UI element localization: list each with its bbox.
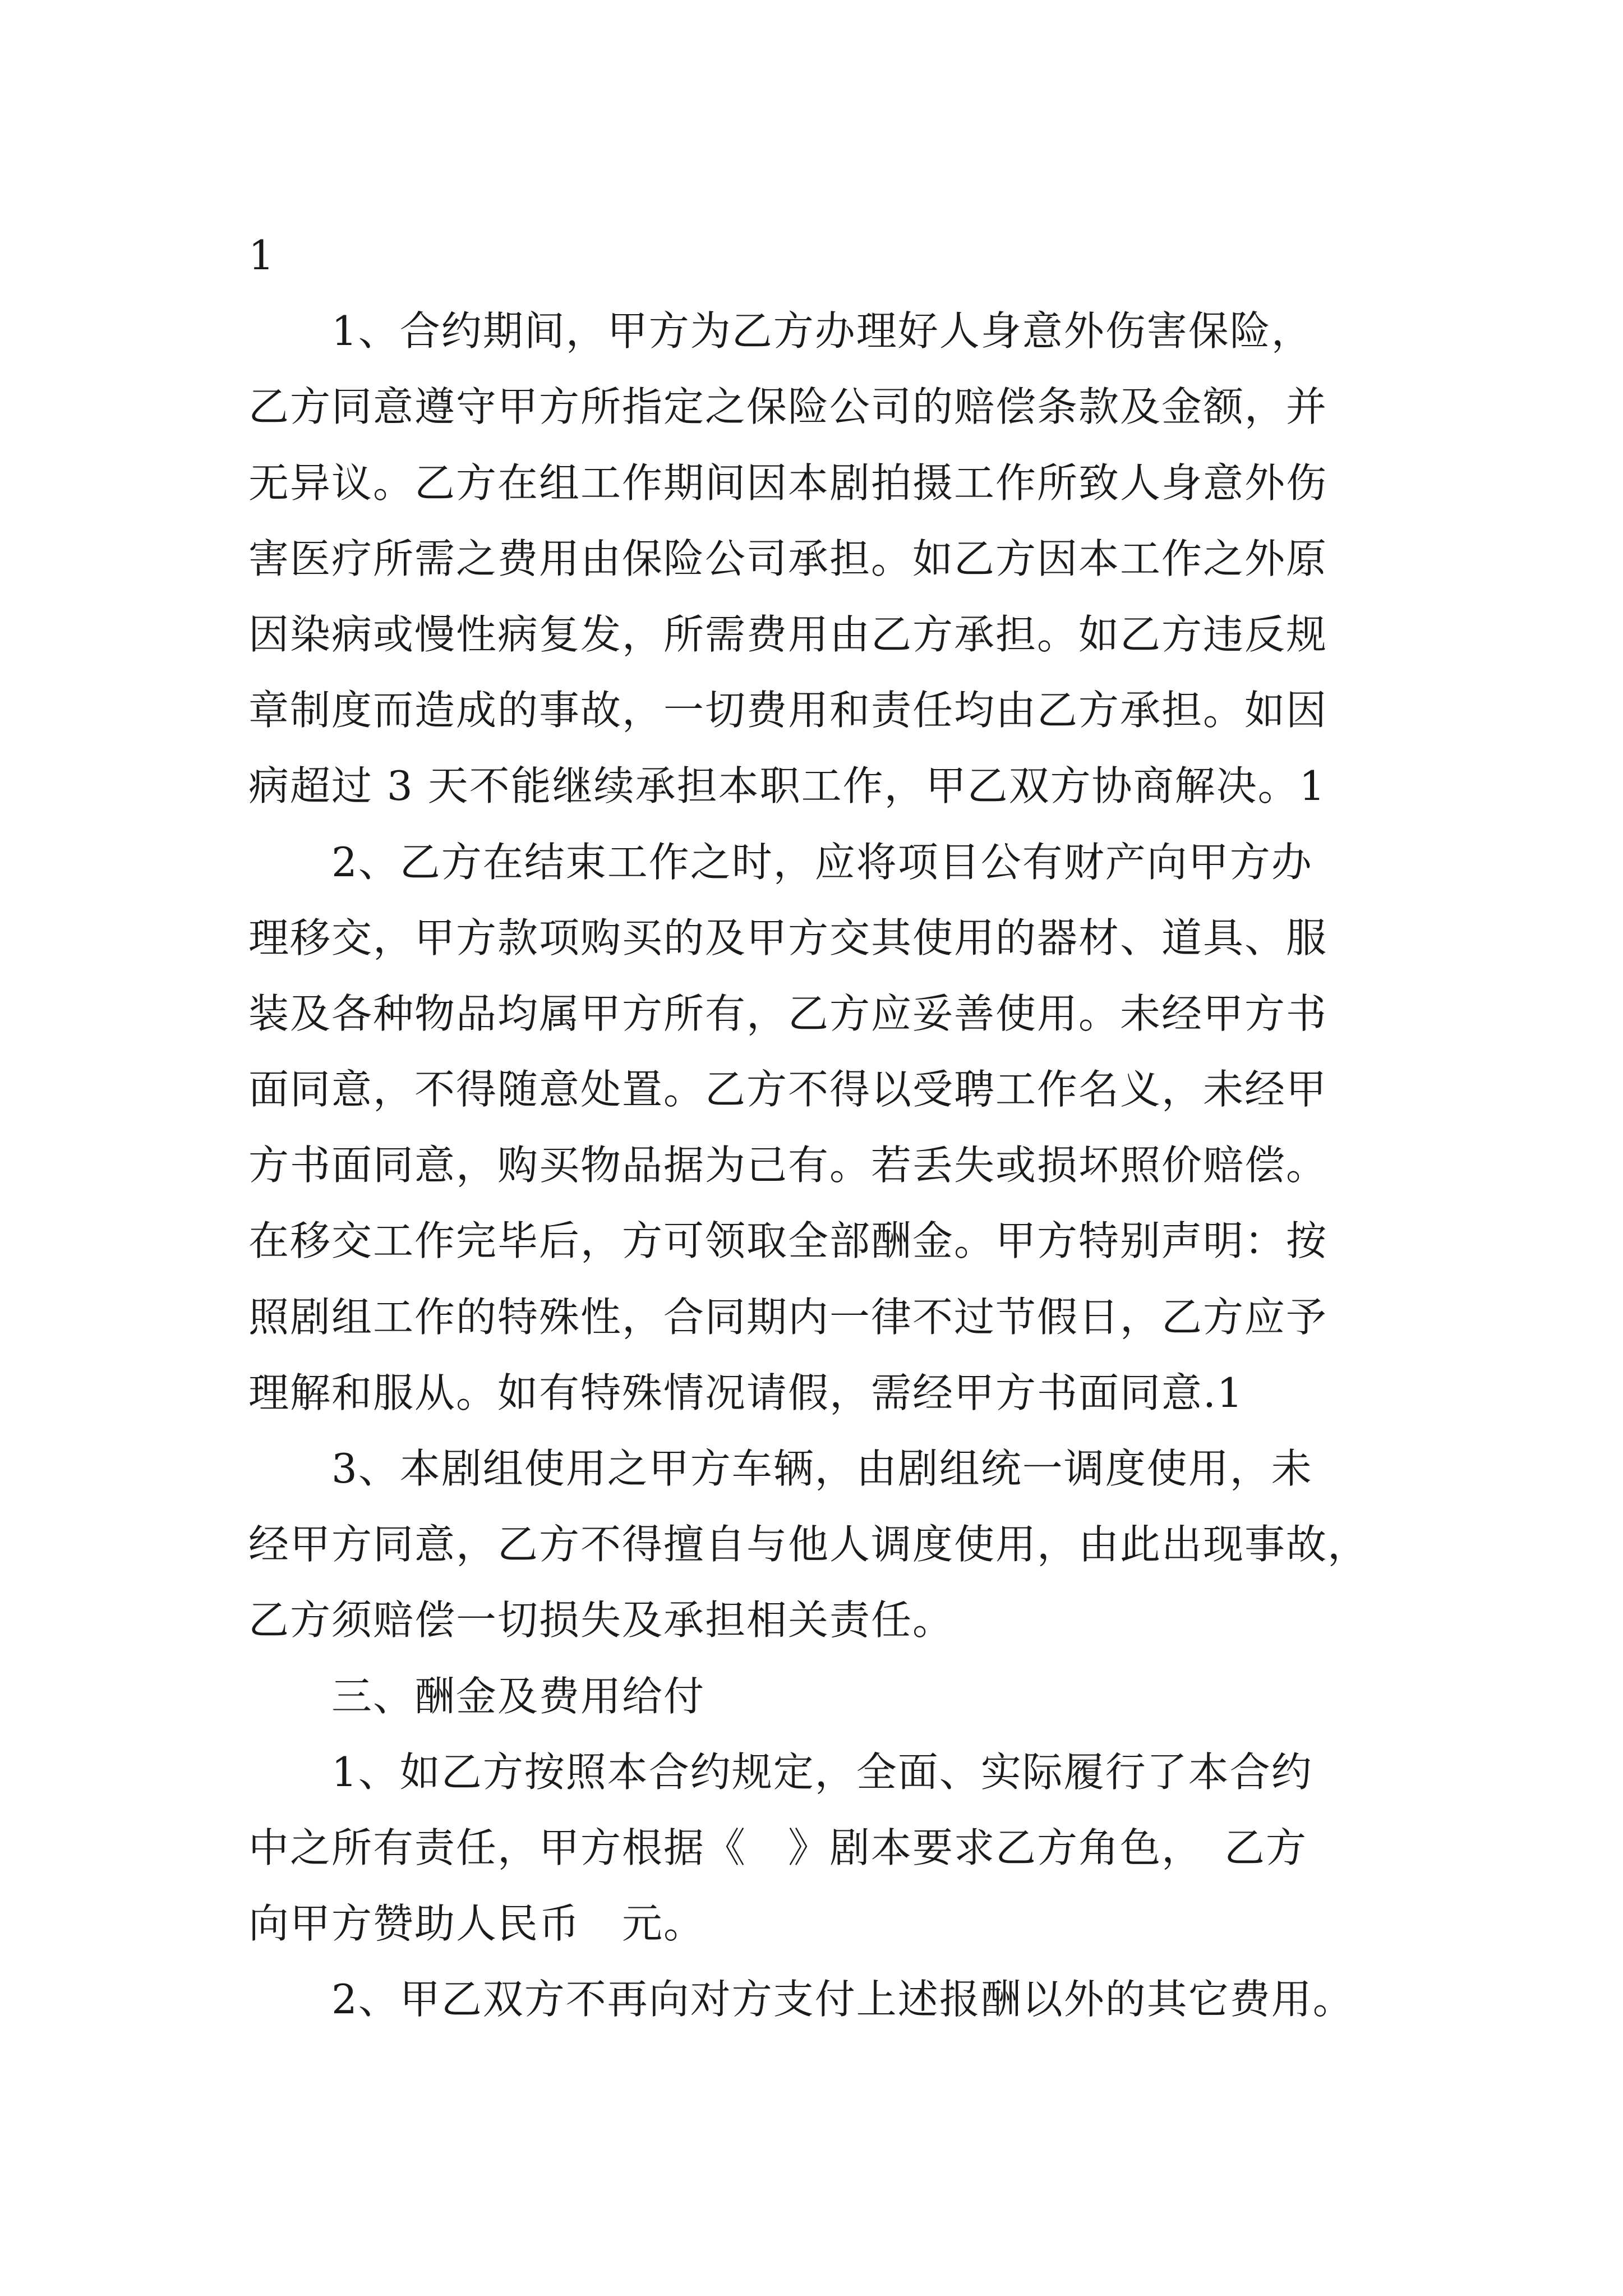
document-body xyxy=(248,218,1387,2038)
paragraph-line: 1、如乙方按照本合约规定，全面、实际履行了本合约 xyxy=(331,1748,1313,1796)
paragraph-line: 害医疗所需之费用由保险公司承担。如乙方因本工作之外原 xyxy=(248,535,1328,582)
paragraph-line: 中之所有责任，甲方根据《 》剧本要求乙方角色， 乙方 xyxy=(248,1824,1308,1871)
paragraph-line: 照剧组工作的特殊性，合同期内一律不过节假日，乙方应予 xyxy=(248,1293,1328,1341)
paragraph-line: 在移交工作完毕后，方可领取全部酬金。甲方特别声明：按 xyxy=(248,1217,1328,1265)
paragraph-line: 面同意，不得随意处置。乙方不得以受聘工作名义，未经甲 xyxy=(248,1066,1328,1114)
paragraph-line: 3、本剧组使用之甲方车辆，由剧组统一调度使用，未 xyxy=(331,1445,1313,1492)
paragraph-line: 乙方同意遵守甲方所指定之保险公司的赔偿条款及金额，并 xyxy=(248,383,1328,431)
paragraph-line: 1、合约期间，甲方为乙方办理好人身意外伤害保险， xyxy=(331,307,1313,355)
page-number: 1 xyxy=(248,232,275,279)
paragraph-line: 理解和服从。如有特殊情况请假，需经甲方书面同意.1 xyxy=(248,1369,1244,1416)
paragraph-line: 病超过 3 天不能继续承担本职工作，甲乙双方协商解决。1 xyxy=(248,762,1326,810)
paragraph-line: 无异议。乙方在组工作期间因本剧拍摄工作所致人身意外伤 xyxy=(248,459,1328,507)
paragraph-line: 因染病或慢性病复发，所需费用由乙方承担。如乙方违反规 xyxy=(248,610,1328,658)
paragraph-line: 2、甲乙双方不再向对方支付上述报酬以外的其它费用。 xyxy=(331,1976,1354,2023)
paragraph-line: 理移交，甲方款项购买的及甲方交其使用的器材、道具、服 xyxy=(248,914,1328,961)
paragraph-line: 方书面同意，购买物品据为己有。若丢失或损坏照价赔偿。 xyxy=(248,1142,1328,1189)
paragraph-line: 向甲方赞助人民币 元。 xyxy=(248,1900,706,1948)
paragraph-line: 乙方须赔偿一切损失及承担相关责任。 xyxy=(248,1596,955,1644)
paragraph-line: 经甲方同意，乙方不得擅自与他人调度使用，由此出现事故， xyxy=(248,1521,1370,1568)
paragraph-line: 章制度而造成的事故，一切费用和责任均由乙方承担。如因 xyxy=(248,687,1328,734)
paragraph-line: 装及各种物品均属甲方所有，乙方应妥善使用。未经甲方书 xyxy=(248,990,1328,1037)
paragraph-line: 2、乙方在结束工作之时，应将项目公有财产向甲方办 xyxy=(331,838,1313,886)
section-heading: 三、酬金及费用给付 xyxy=(331,1672,706,1720)
